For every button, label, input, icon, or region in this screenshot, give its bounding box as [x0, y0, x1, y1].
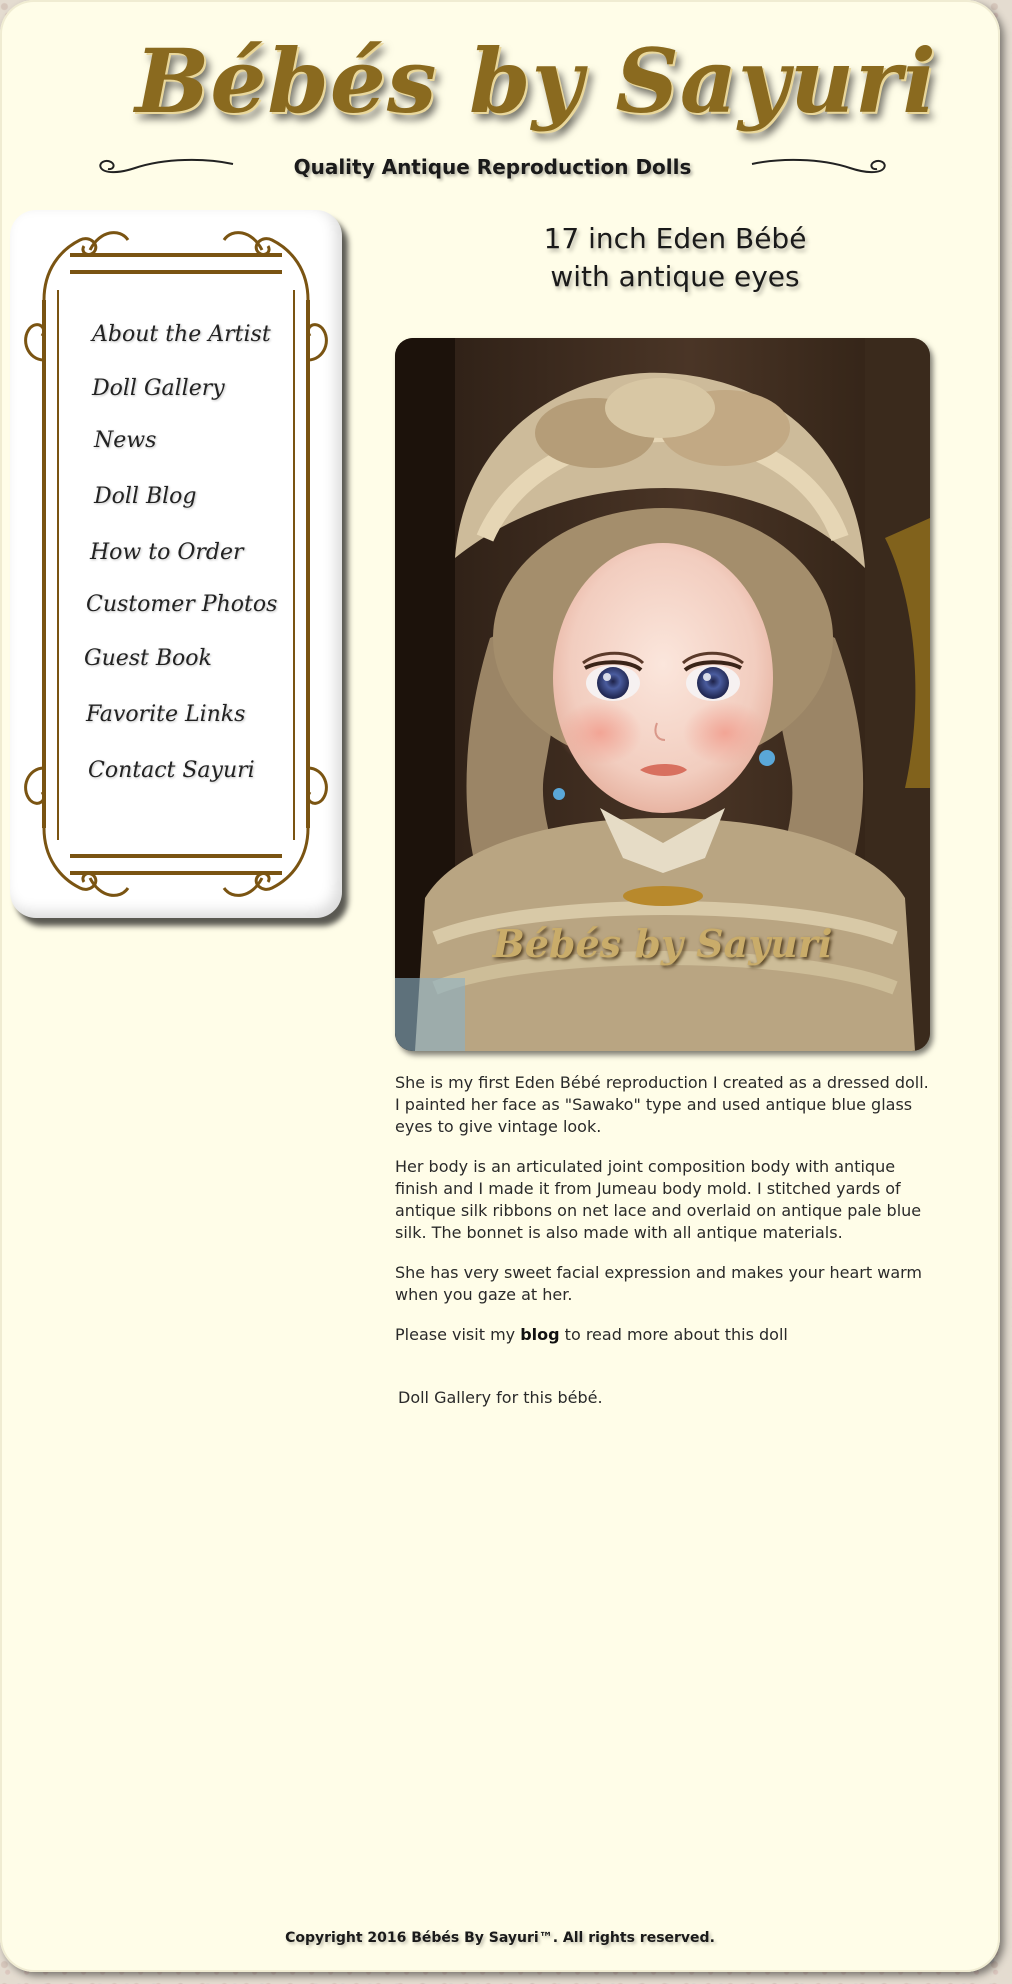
- description-paragraph-3: She has very sweet facial expression and makes your heart warm when you gaze at her.: [395, 1263, 923, 1304]
- nav-doll-gallery[interactable]: Doll Gallery: [92, 376, 225, 401]
- blog-prefix: Please visit my: [395, 1325, 521, 1344]
- description-text: [395, 1072, 930, 1364]
- left-swirl-ornament: [95, 154, 235, 180]
- description-paragraph-1: She is my first Eden Bébé reproduction I created as a dressed doll. I painted her face as "Sawako" type and used antique blue glass eyes to give vintage look.: [395, 1073, 929, 1136]
- doll-photo: [395, 338, 930, 1051]
- description-paragraph-2: Her body is an articulated joint composition body with antique finish and I made it from Jumeau body mold. I stitched yards of antique silk ribbons on net lace and overlaid on antique pale blue silk. The bonnet is also made with all antique materials.: [395, 1157, 922, 1242]
- site-logo[interactable]: Bébés by Sayuri: [135, 29, 937, 133]
- nav-contact-sayuri[interactable]: Contact Sayuri: [88, 758, 255, 783]
- blog-suffix: to read more about this doll: [559, 1325, 788, 1344]
- doll-gallery-link[interactable]: Doll Gallery for this bébé.: [398, 1388, 603, 1407]
- nav-news[interactable]: News: [94, 428, 157, 453]
- blog-link[interactable]: blog: [520, 1325, 560, 1344]
- page-title-line-1: 17 inch Eden Bébé: [543, 222, 807, 255]
- navigation-menu: [10, 210, 342, 918]
- nav-about-the-artist[interactable]: About the Artist: [92, 322, 271, 347]
- page-title: [430, 220, 920, 296]
- nav-how-to-order[interactable]: How to Order: [90, 540, 244, 565]
- nav-guest-book[interactable]: Guest Book: [84, 646, 212, 671]
- nav-doll-blog[interactable]: Doll Blog: [94, 484, 197, 509]
- nav-favorite-links[interactable]: Favorite Links: [86, 702, 246, 727]
- page-title-line-2: with antique eyes: [550, 260, 800, 293]
- right-swirl-ornament: [750, 154, 890, 180]
- footer-copyright: Copyright 2016 Bébés By Sayuri™. All rights reserved.: [285, 1930, 715, 1946]
- site-tagline: Quality Antique Reproduction Dolls: [293, 155, 692, 179]
- photo-watermark: Bébés by Sayuri: [492, 921, 833, 966]
- blog-sentence: [395, 1324, 930, 1346]
- nav-customer-photos[interactable]: Customer Photos: [86, 592, 278, 617]
- tagline-row: [95, 152, 890, 182]
